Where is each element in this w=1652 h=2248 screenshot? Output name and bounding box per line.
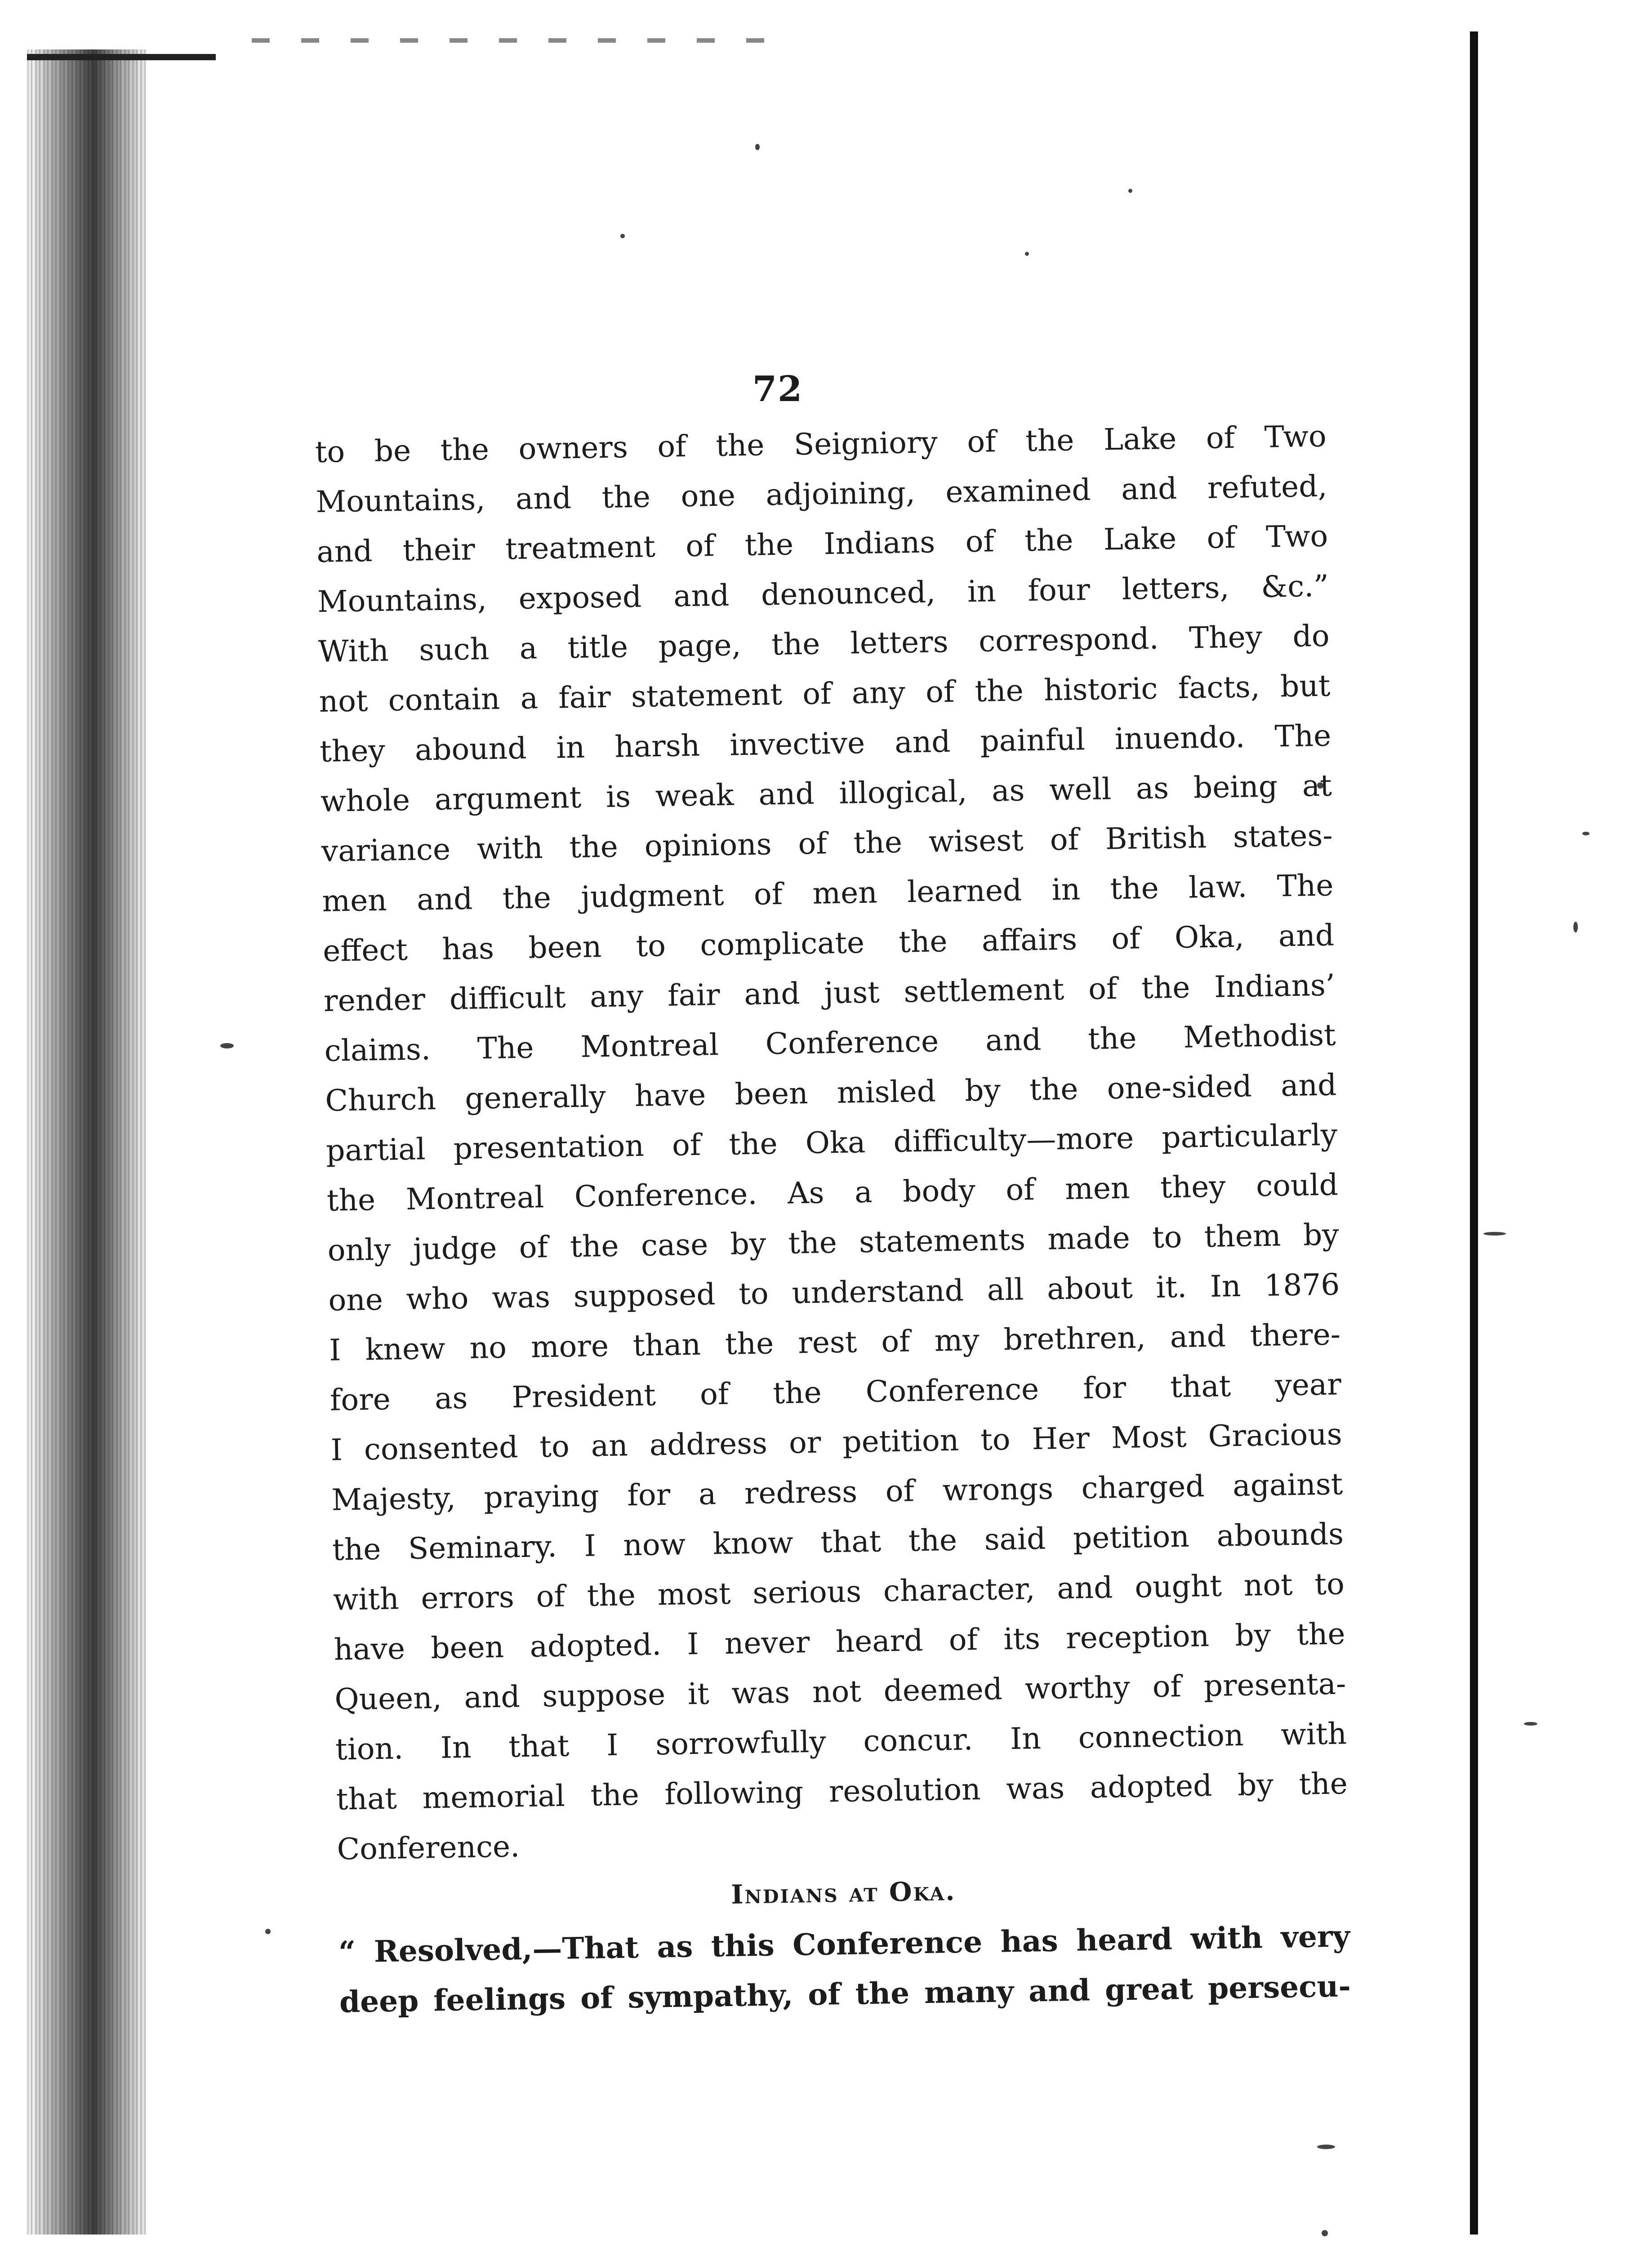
scan-speck (1582, 832, 1590, 835)
binding-shadow (27, 49, 148, 2235)
text-line: fore as President of the Conference for that year (330, 1367, 1342, 1418)
text-line: that memorial the following resolution was adopted by the (336, 1766, 1348, 1817)
section-heading: Indians at Oka. (730, 1876, 956, 1910)
text-line: With such a title page, the letters correspond. They do (318, 618, 1330, 669)
scan-speck (1317, 2145, 1335, 2149)
text-line: I knew no more than the rest of my brethren, and there- (329, 1317, 1341, 1368)
text-line: Majesty, praying for a redress of wrongs charged against (331, 1467, 1343, 1517)
text-line: one who was supposed to understand all about it. In 1876 (328, 1267, 1340, 1318)
text-line: only judge of the case by the statements made to them by (327, 1217, 1340, 1268)
scan-speck (1128, 189, 1132, 193)
text-line: whole argument is weak and illogical, as well as being at (320, 768, 1332, 819)
text-line: Church generally have been misled by the one-sided and (325, 1067, 1337, 1118)
text-line: Mountains, and the one adjoining, examined and refuted, (316, 468, 1327, 519)
text-line: they abound in harsh invective and painful inuendo. The (319, 718, 1331, 769)
text-line: variance with the opinions of the wisest of British states- (321, 818, 1333, 869)
scan-speck (220, 1043, 234, 1048)
binding-top-mark (27, 54, 216, 60)
text-line: the Seminary. I now know that the said petition abounds (332, 1517, 1344, 1567)
text-line: I consented to an address or petition to Her Most Gracious (330, 1417, 1343, 1467)
text-line: Conference. (337, 1829, 520, 1867)
scan-speck (620, 234, 625, 238)
text-line: Queen, and suppose it was not deemed worthy of presenta- (334, 1666, 1346, 1717)
scan-speck (265, 1929, 271, 1934)
text-line: and their treatment of the Indians of the Lake of Two (316, 518, 1328, 569)
scan-speck (1322, 2230, 1328, 2236)
right-edge-rule (1470, 31, 1478, 2235)
resolution-line: “ Resolved,—That as this Conference has heard with very (338, 1918, 1350, 1970)
scan-speck (1524, 1722, 1537, 1726)
scan-top-dashes (252, 38, 791, 43)
scan-speck (1573, 922, 1578, 932)
text-line: the Montreal Conference. As a body of men they could (326, 1167, 1339, 1218)
resolution-line: deep feelings of sympathy, of the many and great persecu- (339, 1968, 1351, 2020)
text-line: claims. The Montreal Conference and the Methodist (324, 1017, 1336, 1068)
text-line: have been adopted. I never heard of its reception by the (334, 1616, 1346, 1667)
scan-speck (1483, 1232, 1506, 1236)
text-line: render difficult any fair and just settlement of the Indians’ (323, 968, 1336, 1018)
text-line: Mountains, exposed and denounced, in four letters, &c.” (317, 568, 1329, 619)
page-text (315, 411, 1351, 2027)
text-line: effect has been to complicate the affairs of Oka, and (322, 918, 1335, 968)
scan-speck (755, 144, 760, 150)
text-line: not contain a fair statement of any of the historic facts, but (318, 668, 1331, 719)
text-line: partial presentation of the Oka difficulty—more particularly (325, 1117, 1338, 1168)
text-line: to be the owners of the Seigniory of the Lake of Two (315, 419, 1327, 469)
text-line: with errors of the most serious character, and ought not to (333, 1566, 1345, 1617)
text-line: tion. In that I sorrowfully concur. In connection with (335, 1716, 1347, 1767)
page-number: 72 (752, 369, 803, 410)
scan-speck (1025, 252, 1029, 256)
text-line: men and the judgment of men learned in the law. The (321, 868, 1334, 919)
